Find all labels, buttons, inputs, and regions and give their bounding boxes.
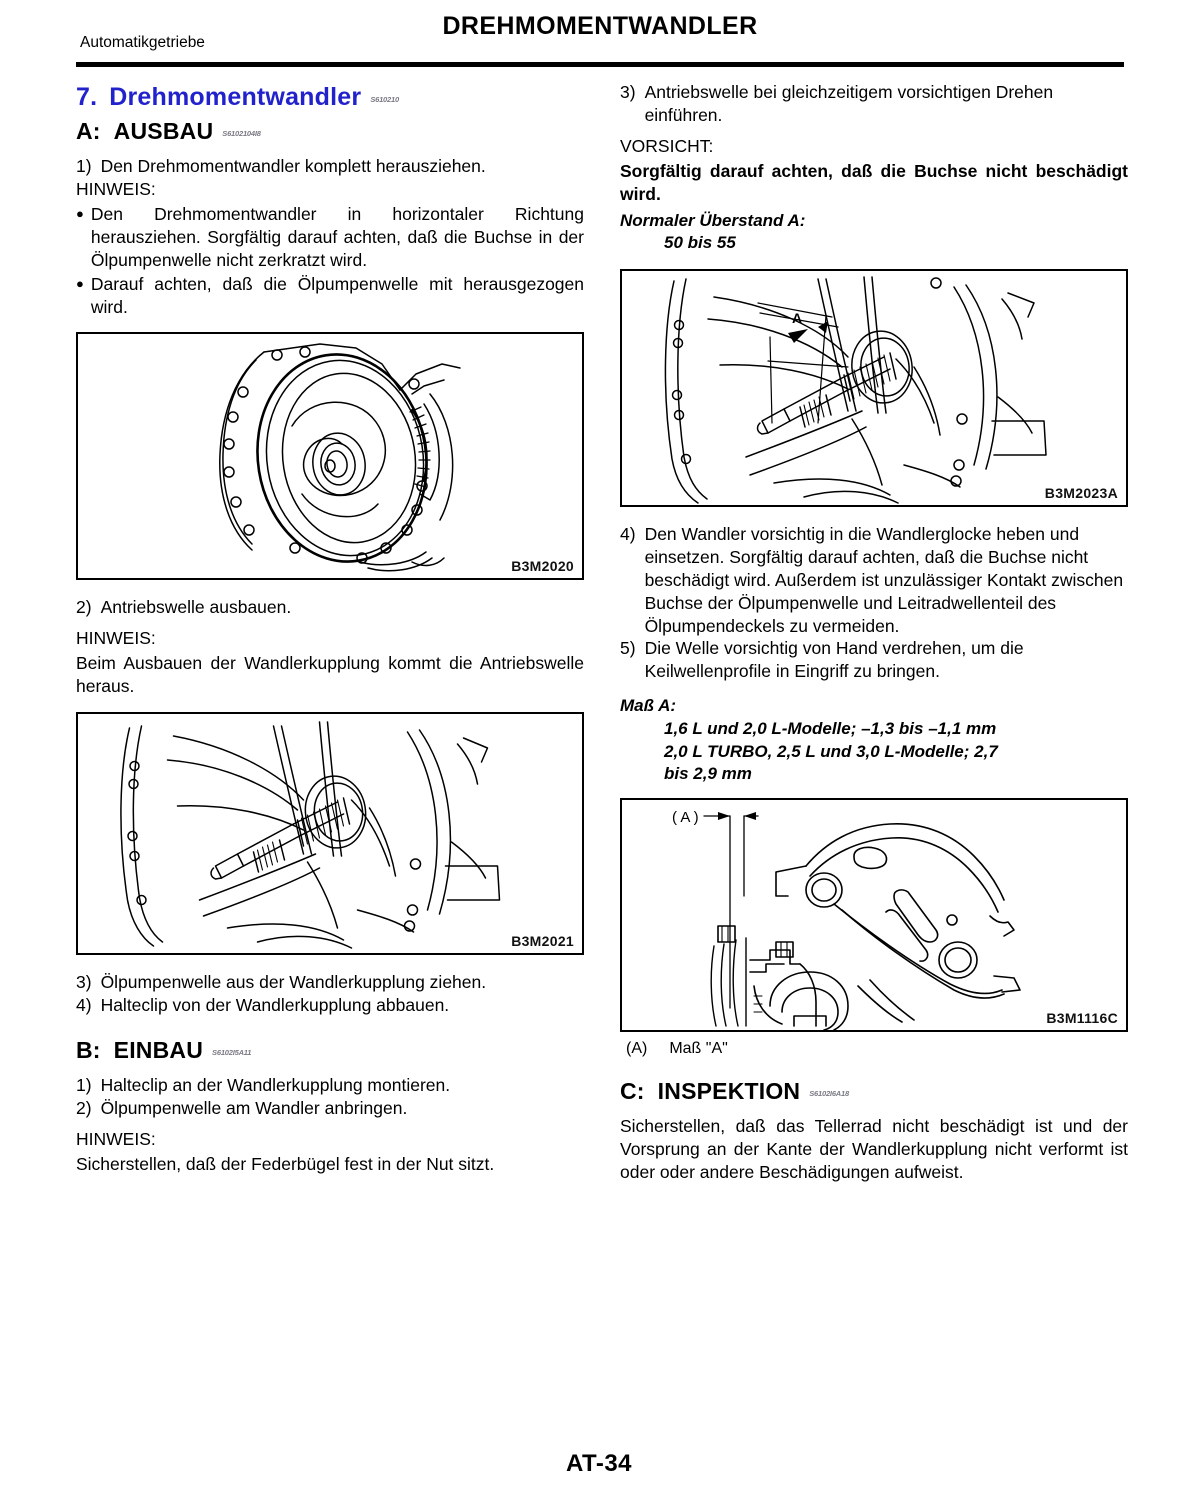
- figure-2-drawing: [78, 714, 582, 953]
- hinweis-bullet: [76, 203, 584, 272]
- spec-dimension-a: [620, 695, 1128, 785]
- step-item: [76, 1097, 584, 1120]
- subsection-heading-b: [76, 1037, 584, 1064]
- spec-normal-protrusion: [620, 210, 1128, 255]
- subsection-b-refcode: S6102I5A11: [212, 1047, 252, 1057]
- step-item: [620, 523, 1128, 638]
- content-columns: [76, 81, 1128, 1185]
- step-item: [76, 155, 584, 178]
- section-heading-7: [76, 83, 584, 112]
- subsection-a-title: AUSBAU: [113, 118, 214, 144]
- subsection-b-title: EINBAU: [113, 1036, 204, 1063]
- figure-protrusion-a: [620, 269, 1128, 507]
- step-number: 5): [620, 638, 636, 659]
- vorsicht-text: Sorgfältig darauf achten, daß die Buchse nicht beschädigt wird.: [620, 160, 1128, 204]
- step-item: [76, 971, 584, 994]
- page-footer: AT-34: [565, 1450, 633, 1477]
- step-number: 4): [76, 995, 92, 1016]
- subsection-heading-c: [620, 1078, 1128, 1105]
- figure-input-shaft: [76, 712, 584, 955]
- header-divider: [76, 62, 1124, 67]
- step-text: Antriebswelle ausbauen.: [100, 597, 292, 618]
- step-text: Ölpumpenwelle am Wandler anbringen.: [100, 1097, 408, 1118]
- section-title: Drehmomentwandler: [109, 83, 362, 111]
- subsection-a-refcode: S6102104I8: [222, 129, 261, 138]
- figure-4-drawing: [622, 800, 1126, 1030]
- step-item: [76, 994, 584, 1017]
- spec-label: Maß A:: [620, 696, 677, 716]
- step-text: Ölpumpenwelle aus der Wandlerkupplung ziehen.: [100, 972, 487, 993]
- figure-legend: [626, 1040, 1128, 1058]
- vorsicht-label: VORSICHT:: [620, 135, 714, 156]
- subsection-c-label: C:: [620, 1077, 645, 1104]
- step-number: 3): [76, 972, 92, 993]
- step-text: Die Welle vorsichtig von Hand verdrehen, um die Keilwellenprofile in Eingriff zu bringen.: [644, 638, 1024, 682]
- step-number: 2): [76, 1097, 92, 1118]
- subsection-c-refcode: S6102I6A18: [809, 1088, 849, 1098]
- page-title: DREHMOMENTWANDLER: [442, 12, 758, 40]
- step-text: Den Wandler vorsichtig in die Wandlerglocke heben und einsetzen. Sorgfältig darauf achten, daß die Buchse nicht beschädigt wird. Außerdem ist unzulässiger Kontakt zwischen Buchse der Ölpumpenwelle und Leitradwellenteil des Ölpumpendeckels zu vermeiden.: [644, 523, 1124, 636]
- figure-3-drawing: [622, 271, 1126, 505]
- step-number: 3): [620, 82, 636, 102]
- figure-code: B3M2020: [511, 558, 574, 575]
- section-refcode: S610210: [370, 95, 399, 104]
- step-text: Antriebswelle bei gleichzeitigem vorsichtigen Drehen einführen.: [644, 82, 1054, 125]
- spec-line: 1,6 L und 2,0 L-Modelle; –1,3 bis –1,1 mm: [664, 718, 997, 738]
- legend-key: (A): [626, 1039, 648, 1057]
- spec-value: 50 bis 55: [664, 233, 736, 253]
- step-number: 1): [76, 1074, 92, 1095]
- hinweis-bullet-text: Den Drehmomentwandler in horizontaler Richtung herausziehen. Sorgfältig darauf achten, daß die Buchse in der Ölpumpenwelle nicht zerkratzt wird.: [90, 203, 584, 270]
- page-subtitle: Automatikgetriebe: [80, 34, 205, 51]
- right-column: [620, 81, 1128, 1185]
- hinweis-label: HINWEIS:: [76, 628, 156, 649]
- bullet-icon: ●: [76, 205, 84, 221]
- figure-code: B3M1116C: [1046, 1009, 1118, 1026]
- figure-code: B3M2021: [511, 933, 574, 950]
- hinweis-text: Sicherstellen, daß der Federbügel fest in der Nut sitzt.: [76, 1153, 495, 1174]
- step-text: Halteclip von der Wandlerkupplung abbauen.: [100, 995, 450, 1016]
- step-item: [620, 81, 1128, 127]
- step-item: [620, 637, 1128, 683]
- figure-torque-converter: [76, 332, 584, 580]
- inspection-text: Sicherstellen, daß das Tellerrad nicht beschädigt ist und der Vorsprung an der Kante der Wandlerkupplung nicht verformt ist oder oder andere Beschädigungen aufweist.: [620, 1115, 1128, 1182]
- subsection-a-label: A:: [76, 118, 101, 144]
- bullet-icon: ●: [76, 275, 84, 291]
- dimension-label-paren-a: ( A ): [672, 808, 699, 826]
- hinweis-label: HINWEIS:: [76, 1128, 156, 1149]
- figure-1-drawing: [78, 334, 582, 578]
- hinweis-bullet: [76, 273, 584, 319]
- figure-code: B3M2023A: [1044, 484, 1118, 501]
- step-item: [76, 596, 584, 619]
- step-number: 1): [76, 156, 92, 176]
- subsection-c-title: INSPEKTION: [657, 1077, 801, 1104]
- page-header: [76, 0, 1124, 62]
- hinweis-text: Beim Ausbauen der Wandlerkupplung kommt die Antriebswelle heraus.: [76, 653, 584, 697]
- step-text: Halteclip an der Wandlerkupplung montieren.: [100, 1074, 451, 1095]
- dimension-label-a: A: [792, 309, 803, 326]
- subsection-heading-a: [76, 118, 584, 145]
- step-number: 2): [76, 597, 92, 618]
- section-number: 7.: [76, 83, 98, 111]
- hinweis-bullet-text: Darauf achten, daß die Ölpumpenwelle mit herausgezogen wird.: [90, 273, 584, 317]
- step-number: 4): [620, 523, 636, 544]
- spec-line: bis 2,9 mm: [664, 764, 752, 784]
- step-text: Den Drehmomentwandler komplett herausziehen.: [100, 156, 486, 176]
- figure-dimension-a: [620, 798, 1128, 1032]
- subsection-b-label: B:: [76, 1036, 101, 1063]
- spec-line: 2,0 L TURBO, 2,5 L und 3,0 L-Modelle; 2,7: [664, 741, 998, 761]
- step-item: [76, 1074, 584, 1097]
- hinweis-label: HINWEIS:: [76, 178, 156, 199]
- legend-text: Maß "A": [669, 1039, 728, 1057]
- spec-label: Normaler Überstand A:: [620, 210, 806, 230]
- left-column: [76, 81, 584, 1178]
